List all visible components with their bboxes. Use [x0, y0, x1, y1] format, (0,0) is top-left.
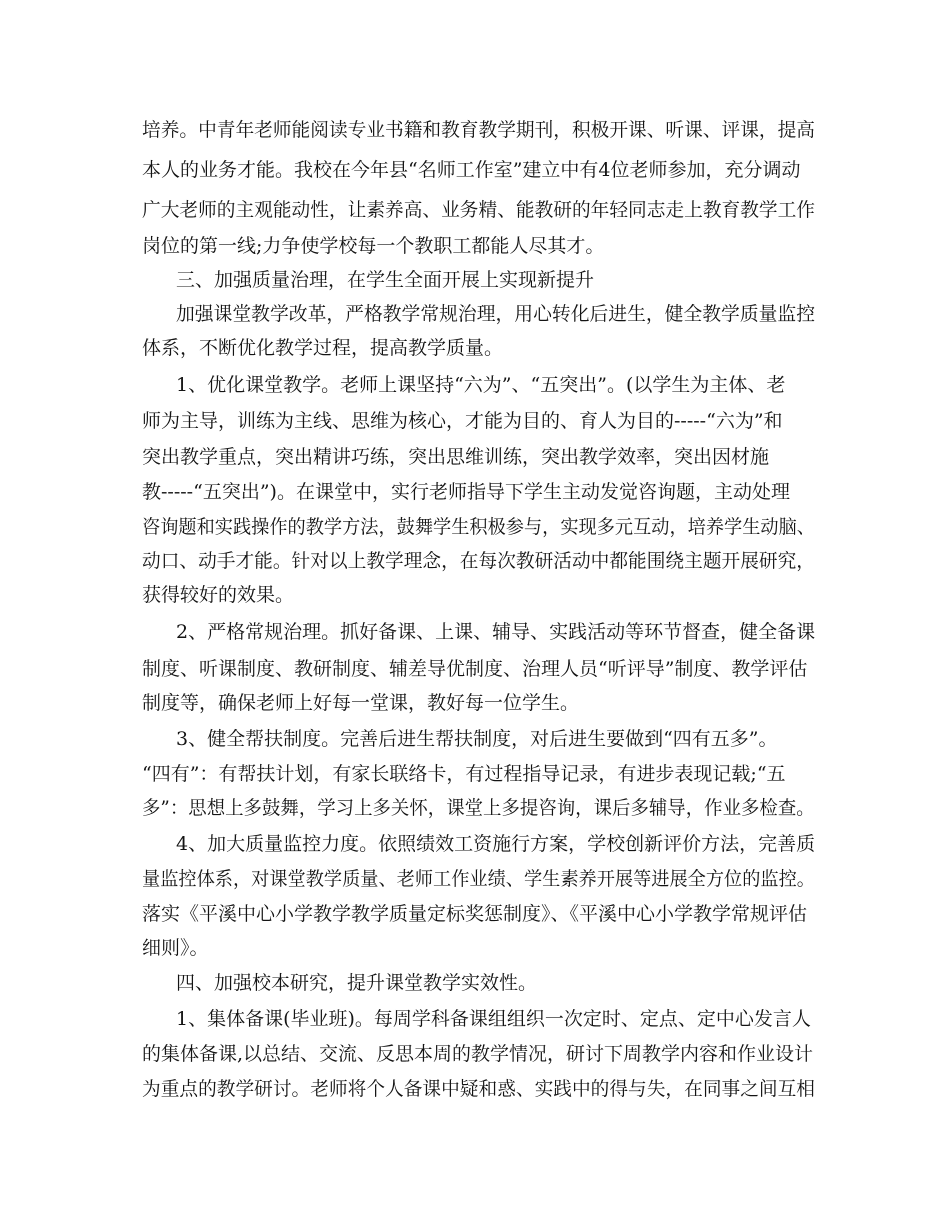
text-line: 的集体备课,以总结、交流、反思本周的教学情况，研讨下周教学内容和作业设计 [142, 1043, 814, 1065]
text-line: 师为主导，训练为主线、思维为核心，才能为目的、育人为目的-----“六为”和 [142, 410, 783, 432]
text-line: 1、集体备课(毕业班)。每周学科备课组组织一次定时、定点、定中心发言人 [176, 1008, 811, 1030]
section-heading: 三、加强质量治理，在学生全面开展上实现新提升 [176, 269, 595, 291]
text-line: 4、加大质量监控力度。依照绩效工资施行方案，学校创新评价方法，完善质 [176, 833, 816, 855]
text-line: 多”：思想上多鼓舞，学习上多关怀，课堂上多提咨询，课后多辅导，作业多检查。 [142, 797, 815, 819]
text-line: 为重点的教学研讨。老师将个人备课中疑和惑、实践中的得与失，在同事之间互相 [142, 1078, 816, 1100]
text-line: 广大老师的主观能动性，让素养高、业务精、能教研的年轻同志走上教育教学工作 [142, 199, 816, 221]
text-line: 制度等，确保老师上好每一堂课，教好每一位学生。 [142, 692, 580, 714]
text-line: 落实《平溪中心小学教学教学质量定标奖惩制度》、《平溪中心小学教学常规评估 [142, 903, 808, 925]
text-line: 培养。中青年老师能阅读专业书籍和教育教学期刊，积极开课、听课、评课，提高 [142, 119, 816, 141]
text-line: 1、优化课堂教学。老师上课坚持“六为”、“五突出”。(以学生为主体、老 [176, 374, 786, 396]
text-line: 本人的业务才能。我校在今年县“名师工作室”建立中有4位老师参加，充分调动 [142, 159, 801, 181]
text-line: 获得较好的效果。 [142, 584, 295, 606]
text-line: 制度、听课制度、教研制度、辅差导优制度、治理人员“听评导”制度、教学评估 [142, 658, 808, 680]
text-line: 量监控体系，对课堂教学质量、老师工作业绩、学生素养开展等进展全方位的监控。 [142, 868, 815, 890]
text-line: 动口、动手才能。针对以上教学理念，在每次教研活动中都能围绕主题开展研究， [142, 550, 816, 572]
text-line: “四有”：有帮扶计划，有家长联络卡，有过程指导记录，有进步表现记载;“五 [142, 763, 786, 785]
text-line: 咨询题和实践操作的教学方法，鼓舞学生积极参与，实现多元互动，培养学生动脑、 [142, 516, 815, 538]
text-line: 体系，不断优化教学过程，提高教学质量。 [142, 337, 504, 359]
text-line: 教-----“五突出”)。在课堂中，实行老师指导下学生主动发觉咨询题，主动处理 [142, 481, 790, 503]
text-line: 加强课堂教学改革，严格教学常规治理，用心转化后进生，健全教学质量监控 [176, 303, 816, 325]
text-line: 突出教学重点，突出精讲巧练，突出思维训练，突出教学效率，突出因材施 [142, 446, 770, 468]
section-heading: 四、加强校本研究，提升课堂教学实效性。 [176, 972, 538, 994]
text-line: 3、健全帮扶制度。完善后进生帮扶制度，对后进生要做到“四有五多”。 [176, 728, 778, 750]
text-line: 细则》。 [142, 937, 209, 959]
text-line: 2、严格常规治理。抓好备课、上课、辅导、实践活动等环节督查，健全备课 [176, 621, 816, 643]
text-line: 岗位的第一线;力争使学校每一个教职工都能人尽其才。 [142, 235, 605, 257]
